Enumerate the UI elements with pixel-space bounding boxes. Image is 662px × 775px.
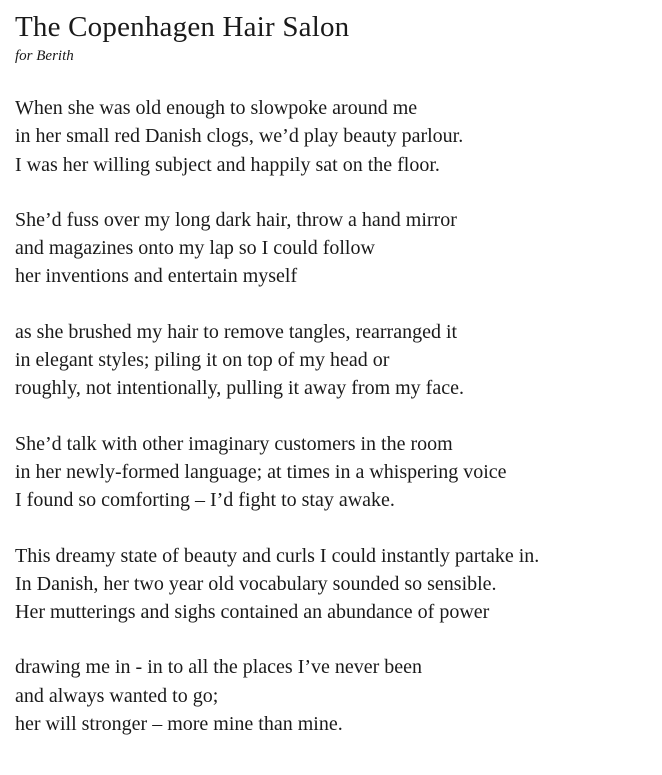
poem-line: her inventions and entertain myself [15, 265, 298, 288]
poem-line: In Danish, her two year old vocabulary sounded so sensible. [15, 572, 497, 595]
poem-title: The Copenhagen Hair Salon [15, 11, 350, 43]
poem-line: I found so comforting – I’d fight to stay awake. [15, 489, 395, 512]
poem-line: drawing me in - in to all the places I’ve never been [15, 656, 423, 679]
stanza-1 [15, 94, 655, 179]
poem-body [15, 94, 655, 738]
poem-line: When she was old enough to slowpoke around me [15, 97, 418, 119]
poem-dedication: for Berith [15, 48, 74, 64]
poem-line: in elegant styles; piling it on top of my head or [15, 349, 390, 372]
poem-line: She’d talk with other imaginary customers in the room [15, 432, 453, 455]
poem-line: as she brushed my hair to remove tangles, rearranged it [15, 320, 458, 343]
poem-line: This dreamy state of beauty and curls I could instantly partake in. [15, 544, 540, 567]
poem-line: her will stronger – more mine than mine. [15, 713, 343, 736]
poem-line: and magazines onto my lap so I could follow [15, 237, 375, 260]
poem-line: and always wanted to go; [15, 684, 219, 707]
stanza-6 [15, 653, 655, 738]
stanza-5 [15, 542, 655, 627]
poem-line: in her newly-formed language; at times in a whispering voice [15, 460, 507, 483]
poem-line: I was her willing subject and happily sat on the floor. [15, 153, 440, 176]
stanza-3 [15, 318, 655, 403]
poem-line: She’d fuss over my long dark hair, throw a hand mirror [15, 208, 457, 231]
poem-line: in her small red Danish clogs, we’d play beauty parlour. [15, 125, 464, 148]
poem-line: roughly, not intentionally, pulling it away from my face. [15, 377, 464, 400]
stanza-4 [15, 430, 655, 515]
stanza-2 [15, 206, 655, 291]
poem-line: Her mutterings and sighs contained an abundance of power [15, 601, 490, 624]
poem-page [15, 0, 655, 765]
